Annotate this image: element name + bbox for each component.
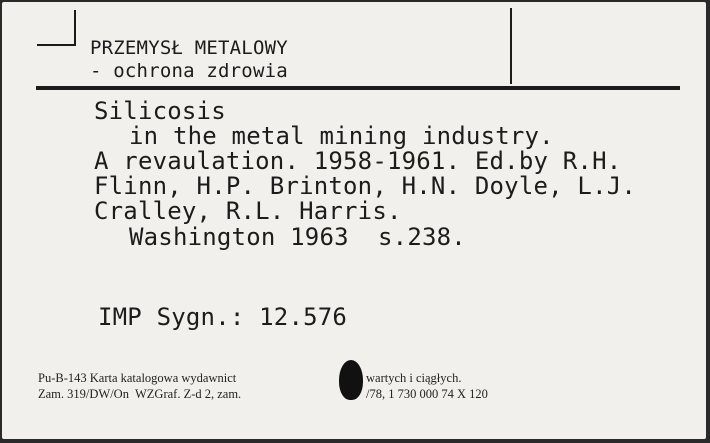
edition-line: A revaulation. 1958-1961. Ed.by R.H. xyxy=(94,147,622,175)
subject-heading: PRZEMYSŁ METALOWY xyxy=(90,37,288,59)
header-bottom-rule xyxy=(36,86,680,90)
authors-line: Cralley, R.L. Harris. xyxy=(94,197,402,225)
catalog-card xyxy=(2,2,706,439)
subject-subheading: - ochrona zdrowia xyxy=(90,60,288,82)
footer-line: Zam. 319/DW/On WZGraf. Z-d 2, zam. xyxy=(38,387,242,401)
header-left-tick xyxy=(74,10,76,46)
call-number: IMP Sygn.: 12.576 xyxy=(98,303,348,331)
authors-line: Flinn, H.P. Brinton, H.N. Doyle, L.J. xyxy=(94,172,637,200)
header-left-dash xyxy=(37,44,75,46)
footer-line: /78, 1 730 000 74 X 120 xyxy=(366,387,488,401)
title-line: Silicosis xyxy=(94,97,226,125)
footer-line: Pu-B-143 Karta katalogowa wydawnict xyxy=(38,371,237,385)
imprint-line: Washington 1963 s.238. xyxy=(129,223,466,251)
header-right-rule xyxy=(510,8,512,84)
title-line: in the metal mining industry. xyxy=(129,122,554,150)
footer-line: wartych i ciągłych. xyxy=(366,371,462,385)
punch-hole xyxy=(339,360,363,400)
